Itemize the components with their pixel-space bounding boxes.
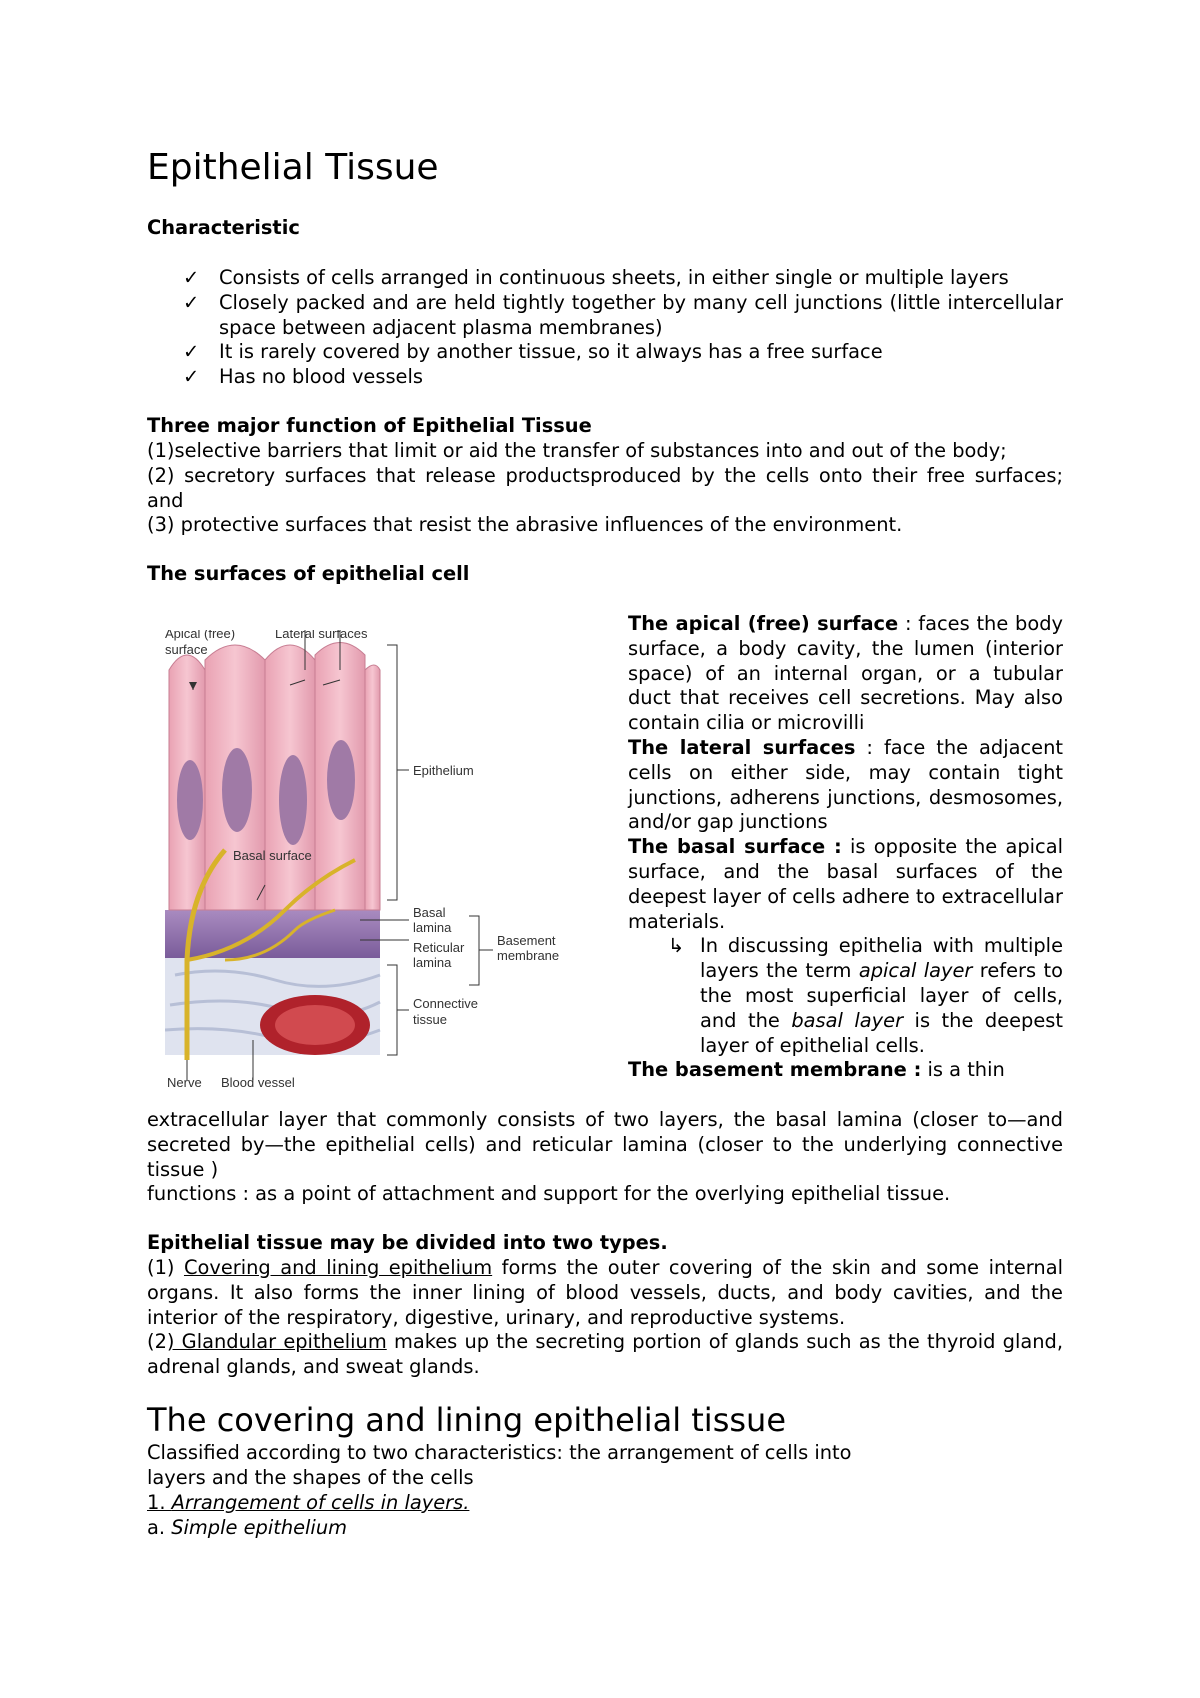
list-item: ✓ It is rarely covered by another tissue, so it always has a free surface [183, 340, 883, 364]
covering-line-2: layers and the shapes of the cells [147, 1466, 474, 1489]
svg-text:lamina: lamina [413, 920, 452, 935]
check-icon: ✓ [183, 365, 200, 389]
characteristic-list [183, 266, 1063, 390]
label-basement-membrane: Basement [497, 933, 556, 948]
list-item: ✓ Closely packed and are held tightly together by many cell junctions (little intercellular space between adjacent plasma membranes) [183, 290, 1063, 339]
label-lateral: Lateral surfaces [275, 630, 368, 641]
surfaces-heading: The surfaces of epithelial cell [147, 562, 470, 585]
nucleus [279, 755, 307, 845]
basement-paragraph: extracellular layer that commonly consists of two layers, the basal lamina (closer to—and secreted by—the epithelial cells) and reticular lamina (closer to the underlying connective tissue ) [147, 1108, 1063, 1181]
label-basal-lamina: Basal [413, 905, 446, 920]
functions-item-2: (2) secretory surfaces that release productsproduced by the cells onto their free surfaces; and [147, 464, 1063, 512]
lateral-paragraph: The lateral surfaces : face the adjacent cells on either side, may contain tight junctions, adherens junctions, desmosomes, and/or gap junctions [628, 735, 1063, 834]
arrow-icon: ↳ [668, 934, 685, 958]
functions-item-3: (3) protective surfaces that resist the abrasive influences of the environment. [147, 513, 903, 536]
characteristic-heading: Characteristic [147, 216, 300, 239]
apical-paragraph: The apical (free) surface : faces the body surface, a body cavity, the lumen (interior space) of an internal organ, or a tubular duct that receives cell secretions. May also contain cilia or microvilli [628, 612, 1063, 735]
covering-sub-1: 1. Arrangement of cells in layers. [147, 1491, 470, 1514]
svg-text:membrane: membrane [497, 948, 560, 963]
covering-line-1: Classified according to two characteristics: the arrangement of cells into [147, 1441, 852, 1464]
label-connective-tissue: Connective [413, 996, 479, 1011]
type-1: (1) Covering and lining epithelium forms the outer covering of the skin and some internal organs. It also forms the inner lining of blood vessels, ducts, and body cavities, and the interior of the respiratory, digestive, urinary, and reproductive systems. [147, 1256, 1063, 1329]
label-apical: Apical (free) [165, 630, 236, 641]
page-title: Epithelial Tissue [147, 147, 439, 188]
svg-text:tissue: tissue [413, 1012, 447, 1027]
basement-paragraph-start: The basement membrane : is a thin [628, 1058, 1005, 1082]
epithelium-diagram [165, 630, 605, 1090]
nucleus [222, 748, 252, 832]
multilayer-note: ↳ In discussing epithelia with multiple layers the term apical layer refers to the most superficial layer of cells, and the basal layer is the deepest layer of epithelial cells. [668, 934, 1063, 1057]
basement-functions: functions : as a point of attachment and support for the overlying epithelial tissue. [147, 1182, 951, 1205]
label-blood-vessel: Blood vessel [221, 1075, 295, 1090]
functions-item-1: (1)selective barriers that limit or aid the transfer of substances into and out of the body; [147, 439, 1007, 462]
surfaces-description [628, 612, 1063, 1083]
basement-membrane-band [165, 910, 380, 958]
label-epithelium: Epithelium [413, 763, 474, 778]
label-nerve: Nerve [167, 1075, 202, 1090]
functions-heading: Three major function of Epithelial Tissue [147, 414, 592, 437]
check-icon: ✓ [183, 290, 200, 314]
check-icon: ✓ [183, 340, 200, 364]
section-heading: The covering and lining epithelial tissue [147, 1401, 786, 1439]
basal-paragraph: The basal surface : is opposite the apical surface, and the basal surfaces of the deepest layer of cells adhere to extracellular materials. [628, 835, 1063, 933]
list-item: ✓ Consists of cells arranged in continuous sheets, in either single or multiple layers [183, 266, 1009, 289]
nucleus [177, 760, 203, 840]
nucleus [327, 740, 355, 820]
types-heading: Epithelial tissue may be divided into two types. [147, 1231, 668, 1254]
list-item: ✓ Has no blood vessels [183, 365, 423, 389]
svg-text:lamina: lamina [413, 955, 452, 970]
label-basal-surface: Basal surface [233, 848, 312, 863]
svg-text:surface: surface [165, 642, 208, 657]
covering-sub-2: a. Simple epithelium [147, 1516, 347, 1539]
label-reticular-lamina: Reticular [413, 940, 465, 955]
type-2: (2) Glandular epithelium makes up the secreting portion of glands such as the thyroid gland, adrenal glands, and sweat glands. [147, 1330, 1064, 1378]
check-icon: ✓ [183, 266, 200, 289]
